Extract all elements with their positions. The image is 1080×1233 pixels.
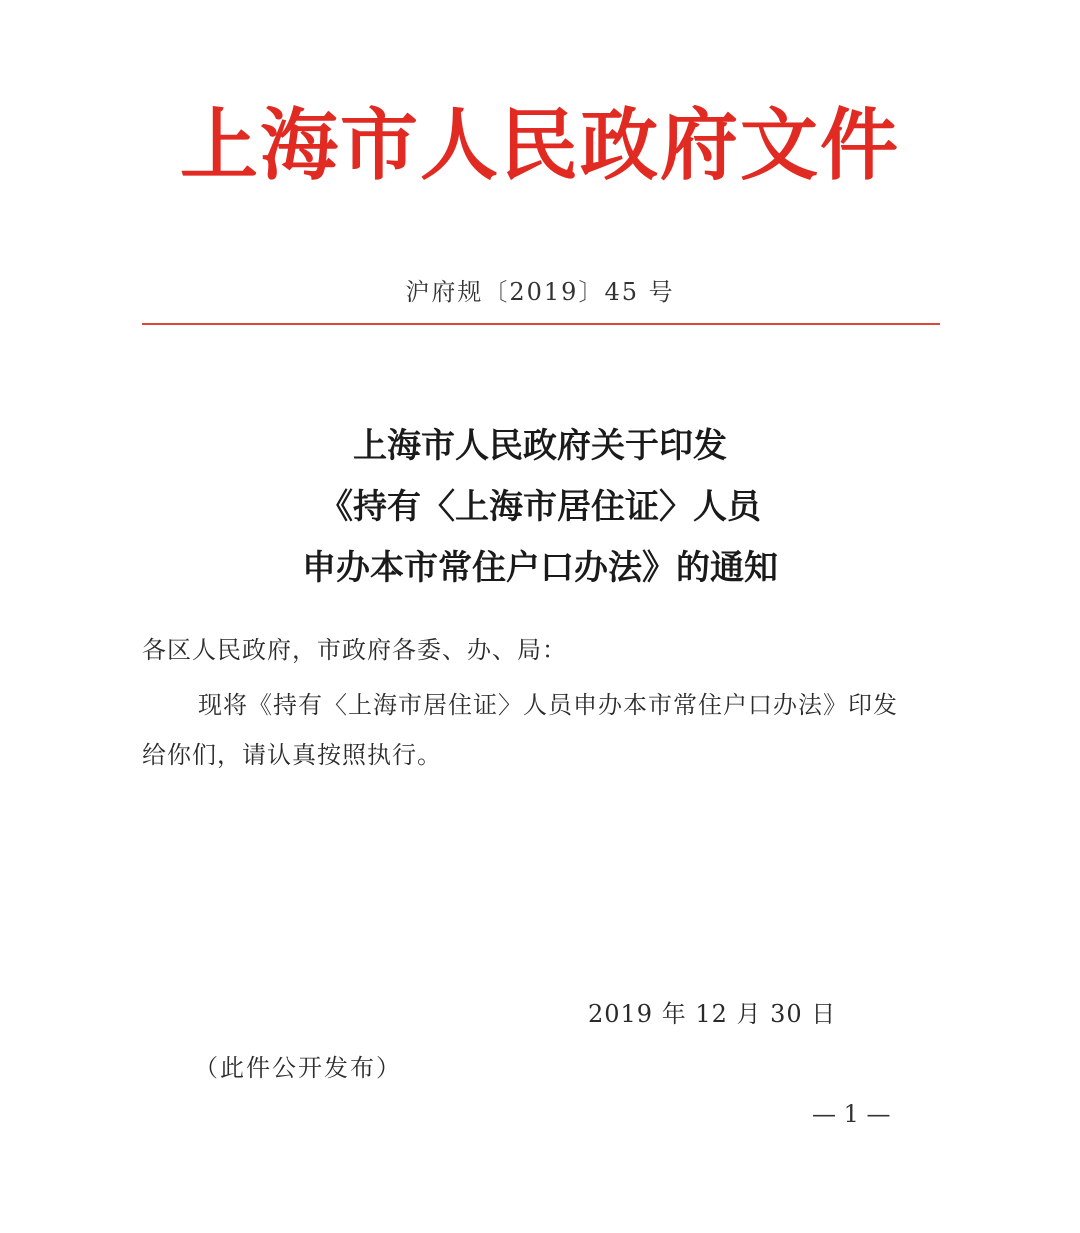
body-paragraph-line-2: 给你们，请认真按照执行。 [142,741,442,769]
red-divider-line [142,323,940,325]
body-paragraph [142,680,942,780]
masthead-title: 上海市人民政府文件 [179,100,900,191]
notice-title [0,416,1080,599]
salutation: 各区人民政府，市政府各委、办、局： [142,636,567,664]
page-number: — 1 — [812,1100,891,1128]
notice-title-line-3: 申办本市常住户口办法》的通知 [302,548,778,588]
document-number: 沪府规〔2019〕45 号 [405,278,675,306]
publication-note: （此件公开发布） [194,1054,402,1082]
notice-title-line-2: 《持有〈上海市居住证〉人员 [319,487,761,527]
body-paragraph-line-1: 现将《持有〈上海市居住证〉人员申办本市常住户口办法》印发 [198,691,898,719]
notice-title-line-1: 上海市人民政府关于印发 [353,426,727,466]
issue-date: 2019 年 12 月 30 日 [588,1000,837,1028]
